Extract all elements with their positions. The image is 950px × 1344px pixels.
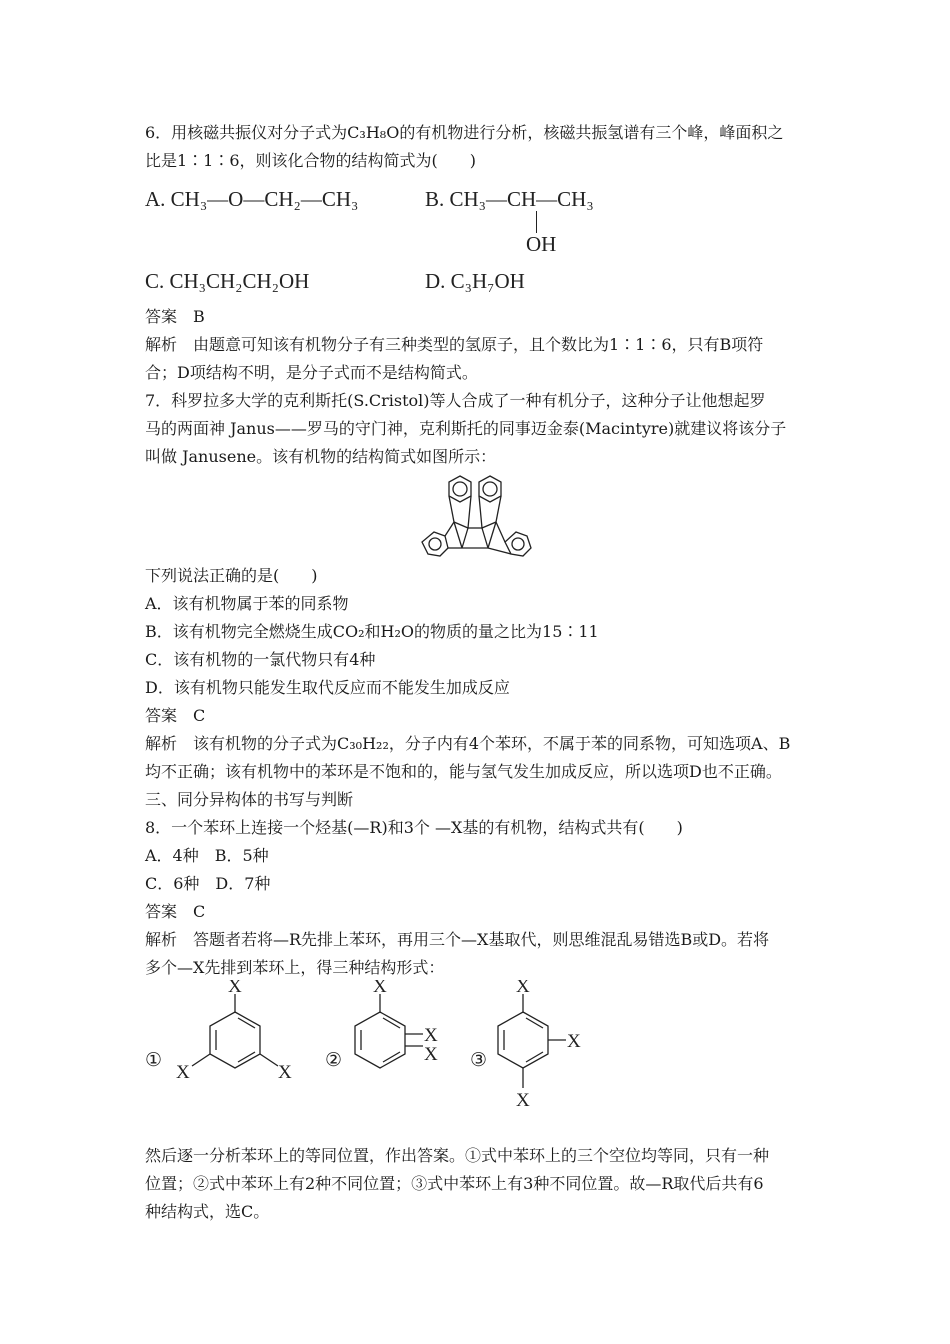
q7-option-c: C．该有机物的一氯代物只有4种 — [145, 650, 376, 669]
structure-3-label: ③ — [470, 1050, 488, 1071]
q7-question: 下列说法正确的是( ) — [145, 566, 318, 585]
q7-stem-line-2: 马的两面神 Janus——罗马的守门神，克利斯托的同事迈金泰(Macintyre)就建议将该分子 — [145, 419, 787, 438]
structure-3-right-x: X — [567, 1031, 581, 1052]
q6-stem-line-2: 比是1∶1∶6，则该化合物的结构简式为( ) — [145, 151, 477, 170]
q7-option-a: A．该有机物属于苯的同系物 — [145, 594, 349, 613]
q8-analysis-line-1: 解析 答题者若将—R先排上苯环，再用三个—X基取代，则思维混乱易错选B或D。若将 — [145, 930, 770, 949]
q8-stem: 8．一个苯环上连接一个烃基(—R)和3个 —X基的有机物，结构式共有( ) — [145, 818, 683, 837]
q8-options-line-1: A．4种 B．5种 — [145, 846, 269, 865]
q6-analysis-line-1: 解析 由题意可知该有机物分子有三种类型的氢原子，且个数比为1∶1∶6，只有B项符 — [145, 335, 764, 354]
q8-conclusion-line-1: 然后逐一分析苯环上的等同位置，作出答案。①式中苯环上的三个空位均等同，只有一种 — [145, 1146, 770, 1165]
q6-stem-line-1: 6．用核磁共振仪对分子式为C₃H₈O的有机物进行分析，核磁共振氢谱有三个峰，峰面积之 — [145, 123, 784, 142]
q8-answer: 答案 C — [145, 902, 206, 921]
section-3-heading: 三、同分异构体的书写与判断 — [145, 790, 354, 809]
q6-option-b: B. CH₃—CH—CH₃ — [425, 187, 594, 211]
q8-options-line-2: C．6种 D．7种 — [145, 874, 271, 893]
structure-1-top-x: X — [228, 980, 242, 997]
q8-conclusion-line-3: 种结构式，选C。 — [145, 1202, 270, 1221]
q7-stem-line-3: 叫做 Janusene。该有机物的结构简式如图所示： — [145, 447, 497, 466]
trisubstituted-benzene-structures — [140, 980, 610, 1140]
q7-analysis-line-2: 均不正确；该有机物中的苯环是不饱和的，能与氢气发生加成反应，所以选项D也不正确。 — [145, 762, 782, 781]
q6-option-b-bond — [536, 211, 537, 233]
q6-answer: 答案 B — [145, 307, 205, 326]
q7-option-b: B．该有机物完全燃烧生成CO₂和H₂O的物质的量之比为15∶11 — [145, 622, 599, 641]
q6-analysis-line-2: 合；D项结构不明，是分子式而不是结构简式。 — [145, 363, 478, 382]
q8-conclusion-line-2: 位置；②式中苯环上有2种不同位置；③式中苯环上有3种不同位置。故—R取代后共有6 — [145, 1174, 764, 1193]
structure-1-right-x: X — [278, 1062, 292, 1083]
structure-1-left-x: X — [176, 1062, 190, 1083]
structure-2-top-x: X — [373, 980, 387, 997]
structure-3-top-x: X — [516, 980, 530, 997]
structure-3-bottom-x: X — [516, 1090, 530, 1111]
q7-option-d: D．该有机物只能发生取代反应而不能发生加成反应 — [145, 678, 510, 697]
q7-stem-line-1: 7．科罗拉多大学的克利斯托(S.Cristol)等人合成了一种有机分子，这种分子让他想起罗 — [145, 391, 766, 410]
q8-analysis-line-2: 多个—X先排到苯环上，得三种结构形式： — [145, 958, 445, 977]
structure-2-lower-x: X — [424, 1044, 438, 1065]
structure-1-label: ① — [145, 1050, 163, 1071]
q7-answer: 答案 C — [145, 706, 206, 725]
janusene-structure-diagram — [410, 470, 545, 560]
q6-option-c: C. CH₃CH₂CH₂OH — [145, 269, 310, 293]
q7-analysis-line-1: 解析 该有机物的分子式为C₃₀H₂₂，分子内有4个苯环，不属于苯的同系物，可知选项A、B — [145, 734, 791, 753]
q6-option-a: A. CH₃—O—CH₂—CH₃ — [145, 187, 359, 211]
q6-option-b-oh: OH — [526, 232, 557, 256]
structure-2-label: ② — [325, 1050, 343, 1071]
structure-2-upper-x: X — [424, 1025, 438, 1046]
q6-option-d: D. C₃H₇OH — [425, 269, 525, 293]
